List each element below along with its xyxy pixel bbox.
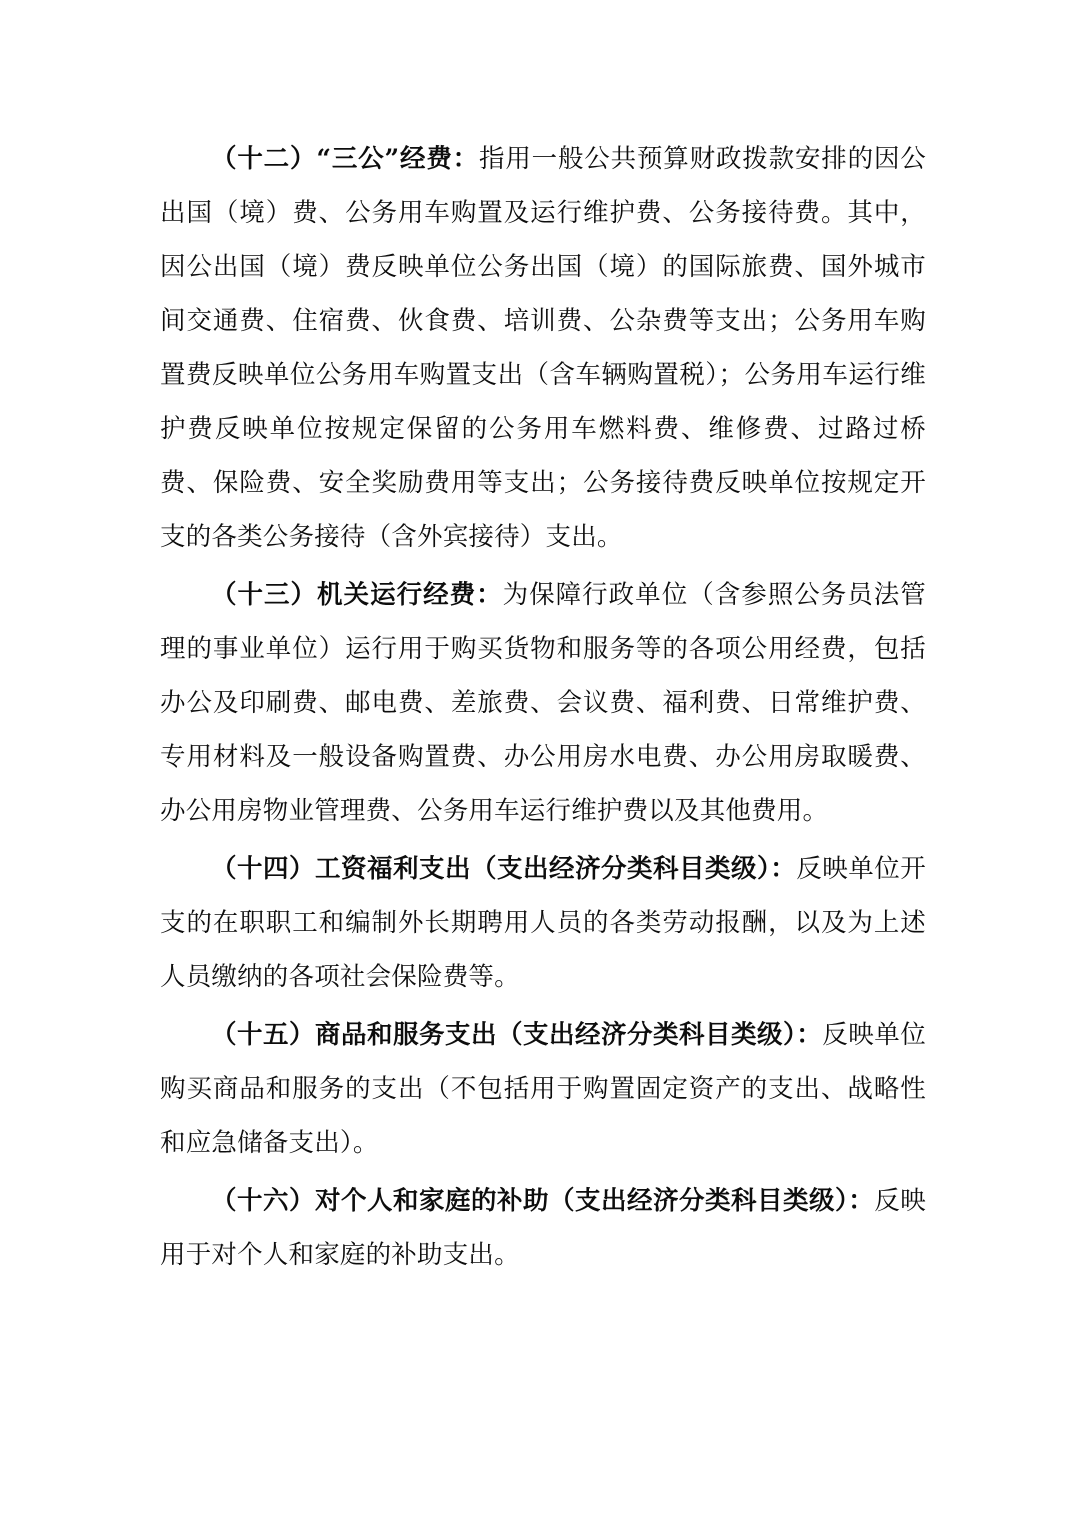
paragraph-body-item-12: 指用一般公共预算财政拨款安排的因公出国（境）费、公务用车购置及运行维护费、公务接待费。其中，因公出国（境）费反映单位公务出国（境）的国际旅费、国外城市间交通费、住宿费、伙食费、培训费、公杂费等支出；公务用车购置费反映单位公务用车购置支出（含车辆购置税）；公务用车运行维护费反映单位按规定保留的公务用车燃料费、维修费、过路过桥费、保险费、安全奖励费用等支出；公务接待费反映单位按规定开支的各类公务接待（含外宾接待）支出。 (160, 144, 926, 552)
paragraph-lead-item-12: （十二）“三公”经费： (211, 144, 479, 174)
paragraph-body-item-15: 反映单位购买商品和服务的支出（不包括用于购置固定资产的支出、战略性和应急储备支出）。 (160, 1020, 926, 1158)
paragraph-body-item-13: 为保障行政单位（含参照公务员法管理的事业单位）运行用于购买货物和服务等的各项公用经费，包括办公及印刷费、邮电费、差旅费、会议费、福利费、日常维护费、专用材料及一般设备购置费、办公用房水电费、办公用房取暖费、办公用房物业管理费、公务用车运行维护费以及其他费用。 (160, 580, 926, 826)
paragraph-item-13 (160, 568, 926, 838)
paragraph-item-12 (160, 132, 926, 564)
paragraph-lead-item-14: （十四）工资福利支出（支出经济分类科目类级）： (211, 854, 797, 884)
paragraph-lead-item-13: （十三）机关运行经费： (211, 580, 503, 610)
paragraph-lead-item-15: （十五）商品和服务支出（支出经济分类科目类级）： (211, 1020, 823, 1050)
paragraph-item-14 (160, 842, 926, 1004)
paragraph-body-item-16: 反映用于对个人和家庭的补助支出。 (160, 1186, 926, 1270)
paragraph-lead-item-16: （十六）对个人和家庭的补助（支出经济分类科目类级）： (211, 1186, 875, 1216)
paragraph-item-15 (160, 1008, 926, 1170)
paragraph-item-16 (160, 1174, 926, 1282)
paragraph-body-item-14: 反映单位开支的在职职工和编制外长期聘用人员的各类劳动报酬，以及为上述人员缴纳的各项社会保险费等。 (160, 854, 926, 992)
